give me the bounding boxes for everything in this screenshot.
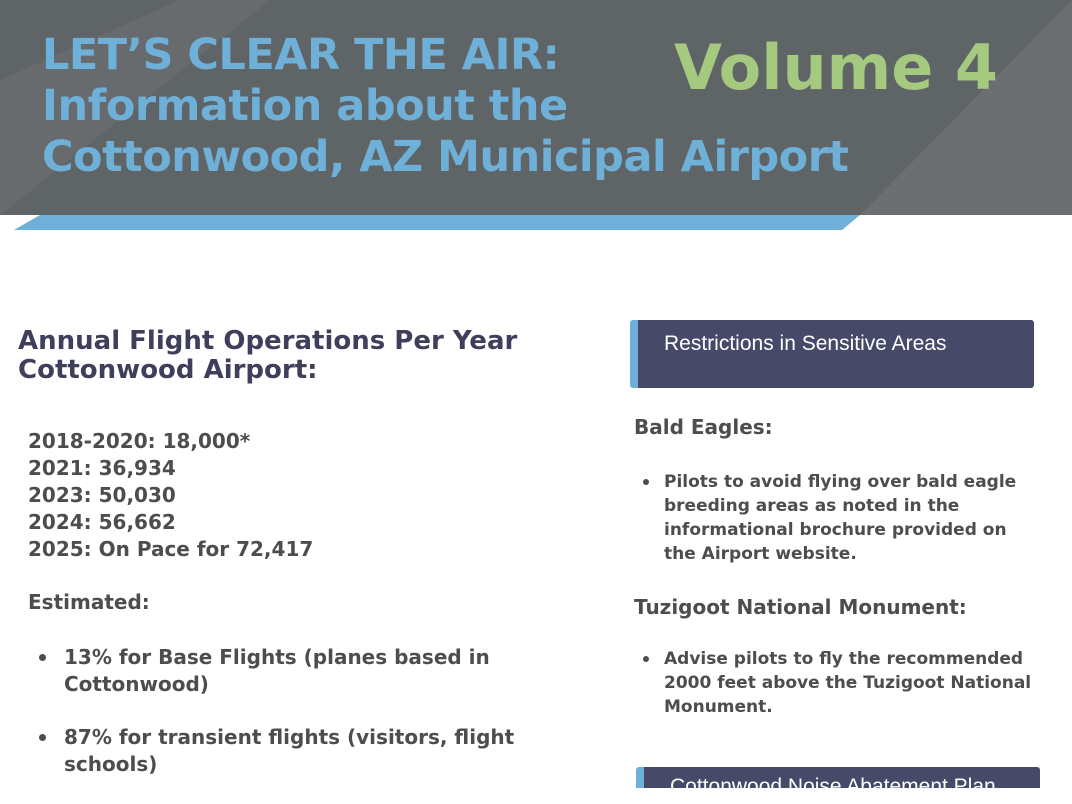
volume-label: Volume 4: [674, 31, 998, 104]
operations-year-item: 2025: On Pace for 72,417: [28, 537, 314, 561]
header-accent-stripe: [14, 215, 860, 230]
estimated-item: 87% for transient flights (visitors, flight schools): [64, 724, 524, 778]
estimated-list: [64, 644, 524, 804]
operations-title-line: Cottonwood Airport:: [18, 355, 318, 385]
operations-year-item: 2018-2020: 18,000*: [28, 429, 251, 453]
noise-plan-banner: [636, 767, 1040, 798]
title-line: Cottonwood, AZ Municipal Airport: [42, 132, 849, 182]
estimated-item: 13% for Base Flights (planes based in Cottonwood): [64, 644, 524, 698]
operations-title-line: Annual Flight Operations Per Year: [18, 326, 518, 356]
header-banner: [0, 0, 1072, 230]
title-line: LET’S CLEAR THE AIR:: [42, 30, 560, 80]
tuzigoot-item: Advise pilots to fly the recommended 2000 feet above the Tuzigoot National Monument.: [664, 647, 1034, 719]
operations-list: [28, 428, 313, 563]
bald-eagles-list: [664, 470, 1034, 566]
bald-eagles-heading: Bald Eagles:: [634, 415, 773, 439]
title-line: Information about the: [42, 81, 568, 131]
operations-year-item: 2024: 56,662: [28, 510, 176, 534]
estimated-label: Estimated:: [28, 590, 150, 614]
restrictions-banner-label: Restrictions in Sensitive Areas: [664, 332, 947, 355]
tuzigoot-heading: Tuzigoot National Monument:: [634, 595, 967, 619]
operations-year-item: 2021: 36,934: [28, 456, 176, 480]
noise-plan-banner-label: Cottonwood Noise Abatement Plan: [670, 775, 996, 798]
operations-year-item: 2023: 50,030: [28, 483, 176, 507]
tuzigoot-list: [664, 647, 1034, 719]
restrictions-banner: [630, 320, 1034, 388]
bald-eagles-item: Pilots to avoid flying over bald eagle breeding areas as noted in the informational brochure provided on the Airport website.: [664, 470, 1034, 566]
operations-title: [18, 327, 517, 385]
